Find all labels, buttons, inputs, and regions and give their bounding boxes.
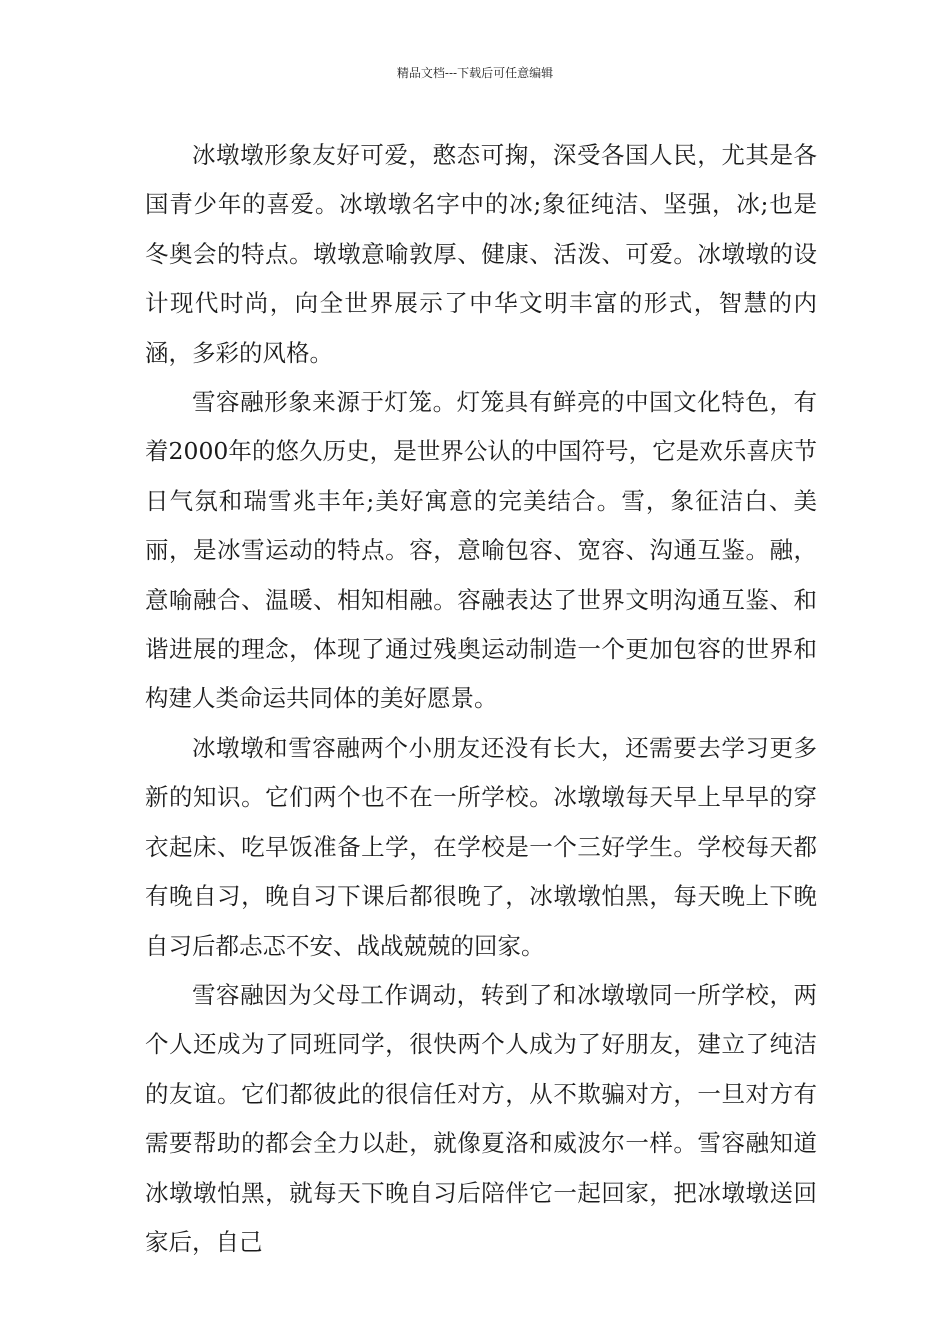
paragraph-1: 冰墩墩形象友好可爱，憨态可掬，深受各国人民，尤其是各国青少年的喜爱。冰墩墩名字中的冰;象征纯洁、坚强，冰;也是冬奥会的特点。墩墩意喻敦厚、健康、活泼、可爱。冰墩墩的设计现代时尚，向全世界展示了中华文明丰富的形式，智慧的内涵，多彩的风格。 — [145, 141, 817, 367]
document-body — [145, 131, 817, 1267]
paragraph-3: 冰墩墩和雪容融两个小朋友还没有长大，还需要去学习更多新的知识。它们两个也不在一所学校。冰墩墩每天早上早早的穿衣起床、吃早饭准备上学，在学校是一个三好学生。学校每天都有晚自习，晚自习下课后都很晚了，冰墩墩怕黑，每天晚上下晚自习后都忐忑不安、战战兢兢的回家。 — [145, 733, 817, 960]
paragraph-2: 雪容融形象来源于灯笼。灯笼具有鲜亮的中国文化特色，有着2000年的悠久历史，是世界公认的中国符号，它是欢乐喜庆节日气氛和瑞雪兆丰年;美好寓意的完美结合。雪，象征洁白、美丽，是冰雪运动的特点。容，意喻包容、宽容、沟通互鉴。融，意喻融合、温暖、相知相融。容融表达了世界文明沟通互鉴、和谐进展的理念，体现了通过残奥运动制造一个更加包容的世界和构建人类命运共同体的美好愿景。 — [145, 388, 817, 713]
page-header: 精品文档---下载后可任意编辑 — [396, 66, 554, 80]
paragraph-4: 雪容融因为父母工作调动，转到了和冰墩墩同一所学校，两个人还成为了同班同学，很快两个人成为了好朋友，建立了纯洁的友谊。它们都彼此的很信任对方，从不欺骗对方，一旦对方有需要帮助的都会全力以赴，就像夏洛和威波尔一样。雪容融知道冰墩墩怕黑，就每天下晚自习后陪伴它一起回家，把冰墩墩送回家后，自己 — [145, 980, 817, 1256]
